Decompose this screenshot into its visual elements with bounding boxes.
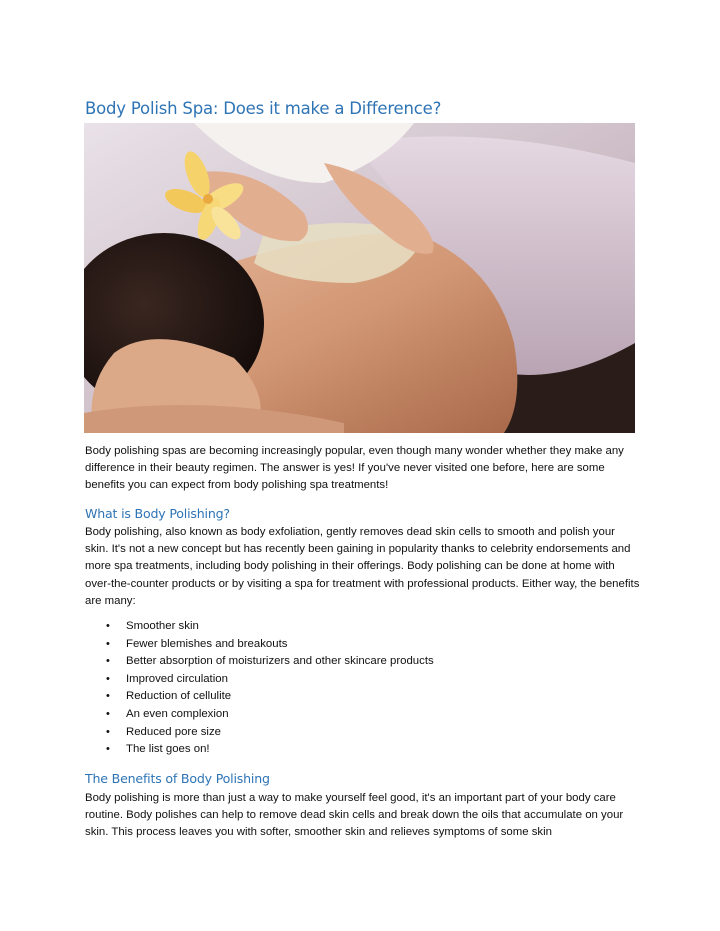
section-heading-benefits: The Benefits of Body Polishing — [85, 771, 270, 786]
list-item-text: Smoother skin — [126, 620, 199, 632]
section-heading-what-is: What is Body Polishing? — [85, 506, 230, 521]
list-item-text: Fewer blemishes and breakouts — [126, 637, 288, 650]
list-item-text: The list goes on! — [126, 743, 210, 756]
list-item — [85, 724, 625, 742]
list-item — [85, 618, 625, 636]
list-item-text: Reduced pore size — [126, 725, 221, 738]
list-item-text: Better absorption of moisturizers and other skincare products — [126, 655, 434, 668]
list-item — [85, 671, 625, 689]
bullet-icon: • — [106, 672, 110, 685]
bullet-icon: • — [106, 637, 110, 650]
bullet-icon: • — [106, 743, 110, 756]
bullet-icon: • — [106, 620, 110, 632]
bullet-icon: • — [106, 690, 110, 703]
list-item — [85, 653, 625, 671]
bullet-icon: • — [106, 655, 110, 668]
list-item — [85, 706, 625, 724]
benefits-paragraph: Body polishing is more than just a way to make yourself feel good, it's an important part of your body care routine. Body polishes can help to remove dead skin cells and break down the oils that accumulate on your skin. This process leaves you with softer, smoother skin and relieves symptoms of some skin — [85, 792, 624, 839]
spa-massage-photo — [84, 123, 635, 433]
bullet-icon: • — [106, 707, 110, 720]
list-item-text: Reduction of cellulite — [126, 690, 232, 703]
benefits-list — [85, 618, 625, 759]
list-item-text: Improved circulation — [126, 672, 228, 685]
page-title: Body Polish Spa: Does it make a Difference? — [85, 99, 442, 118]
bullet-icon: • — [106, 725, 110, 738]
list-item — [85, 741, 625, 759]
list-item — [85, 636, 625, 654]
list-item — [85, 688, 625, 706]
what-is-paragraph: Body polishing, also known as body exfoliation, gently removes dead skin cells to smooth and polish your skin. It's not a new concept but has recently been gaining in popularity thanks to celebrity endorsements and more spa treatments, including body polishing in their offerings. Body polishing can be done at home with over-the-counter products or by visiting a spa for treatment with professional products. Either way, the benefits are many: — [85, 526, 640, 607]
intro-paragraph: Body polishing spas are becoming increasingly popular, even though many wonder whether they make any difference in their beauty regimen. The answer is yes! If you've never visited one before, here are some benefits you can expect from body polishing spa treatments! — [85, 445, 624, 492]
list-item-text: An even complexion — [126, 707, 229, 720]
